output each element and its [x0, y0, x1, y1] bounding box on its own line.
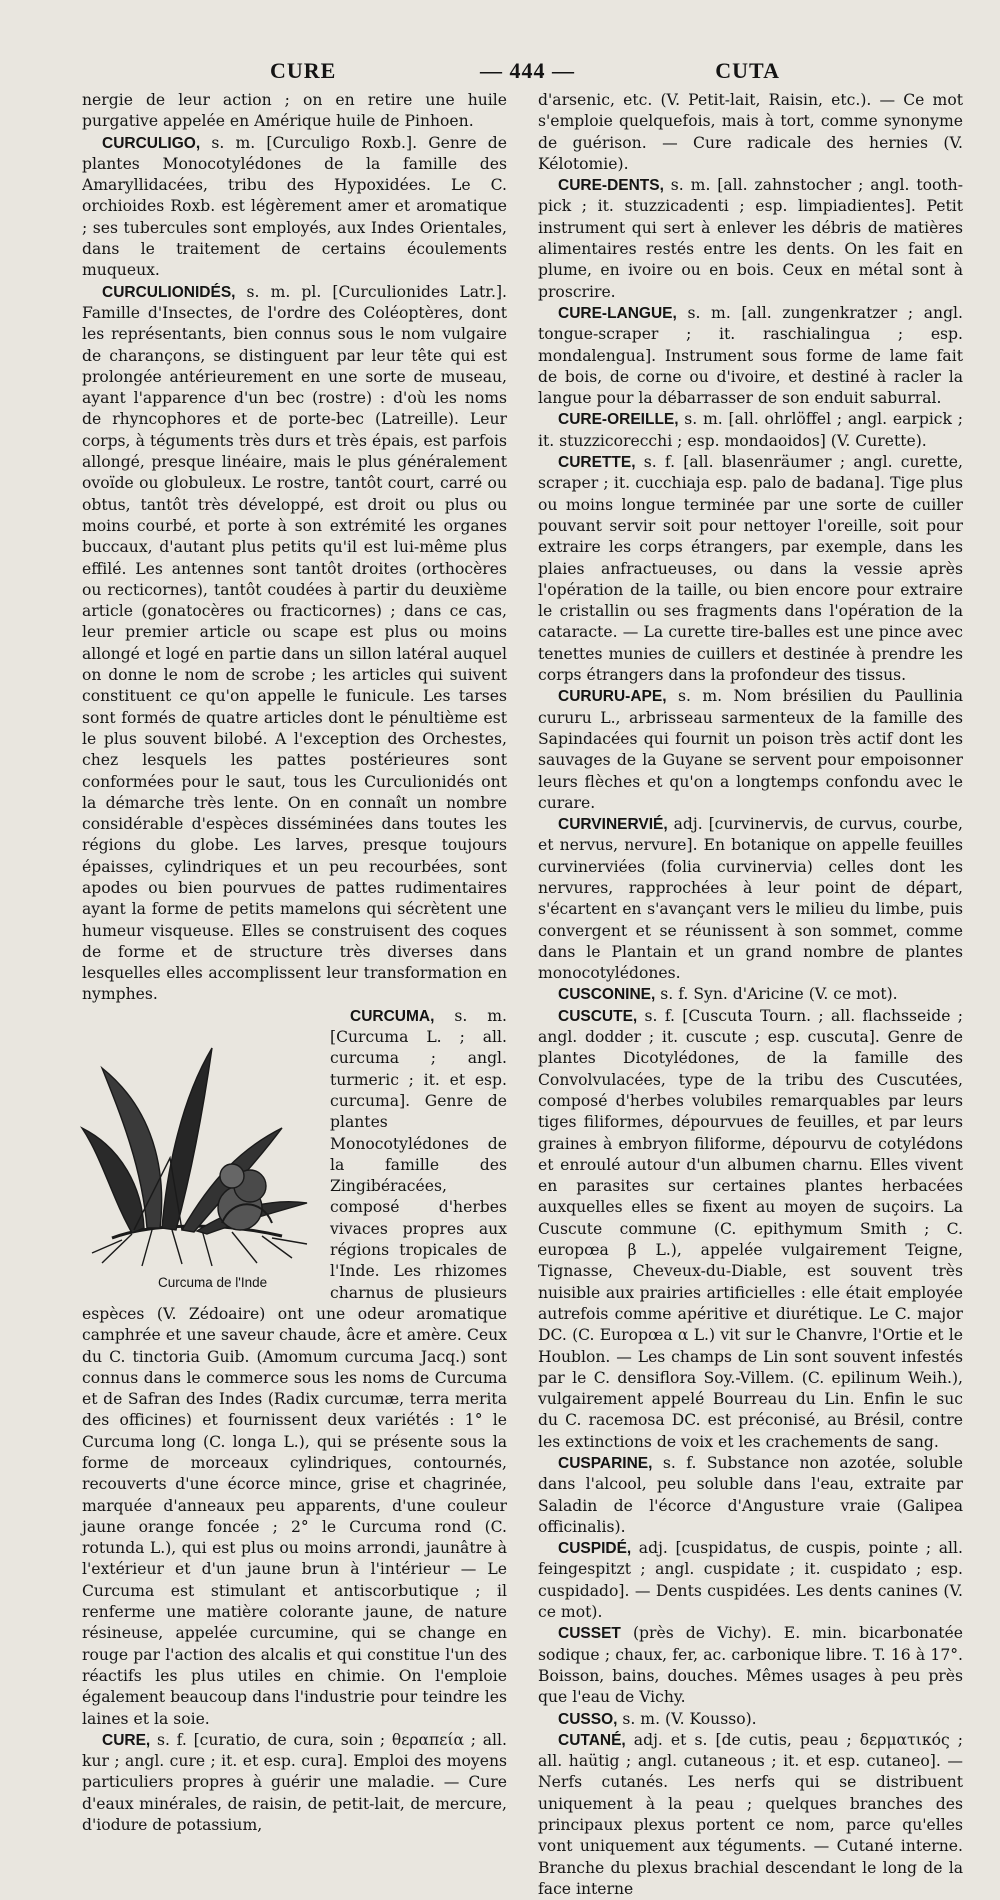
- headword: CURCUMA,: [350, 1007, 435, 1025]
- entry-cusparine: [538, 1453, 963, 1538]
- entry-body: s. f. [Cuscuta Tourn. ; all. flachsseide ; angl. dodder ; it. cuscute ; esp. cuscuta]. Genre de plantes Dicotylédones, de la famille des Convolvulacées, type de la tribu des Cuscutées, composé d'herbes volubiles remarquables par leurs tiges filiformes, dépourvues de feuilles, et par leurs graines à embryon filiforme, dépourvu de cotylédons et enroulé autour d'un albumen charnu. Elles vivent en parasites sur certaines plantes herbacées auxquelles elles se fixent au moyen de suçoirs. La Cuscute commune (C. epithymum Smith ; C. europœa β L.), appelée vulgairement Teigne, Tignasse, Cheveux-du-Diable, est souvent très nuisible aux prairies artificielles : elle était employée autrefois comme apéritive et diurétique. Le C. major DC. (C. Europœa α L.) vit sur le Chanvre, l'Ortie et le Houblon. — Les champs de Lin sont souvent infestés par le C. densiflora Soy.-Villem. (C. epilinum Weih.), vulgairement appelé Bourreau du Lin. Enfin le suc du C. racemosa DC. est préconisé, au Brésil, contre les extinctions de voix et les crachements de sang.: [538, 1006, 963, 1451]
- entry-body: s. m. pl. [Curculionides Latr.]. Famille d'Insectes, de l'ordre des Coléoptères, dont les représentants, bien connus sous le nom vulgaire de charançons, se distinguent par leur tête qui est prolongée antérieurement en une sorte de museau, ayant l'apparence d'un bec (rostre) : d'où les noms de rhyncophores et de porte-bec (Latreille). Leur corps, à téguments très durs et très épais, est parfois allongé, presque linéaire, mais le plus généralement ovoïde ou globuleux. Le rostre, tantôt court, carré ou obtus, tantôt très développé, est droit ou plus ou moins courbé, et porte à son extrémité les organes buccaux, d'autant plus petits qu'il est lui-même plus effilé. Les antennes sont tantôt droites (orthocères ou recticornes), tantôt coudées à partir du deuxième article (gonatocères ou fracticornes) ; dans ce cas, leur premier article ou scape est plus ou moins allongé et logé en partie dans un sillon latéral auquel on donne le nom de scrobe ; les articles qui suivent constituent ce qu'on appelle le funicule. Les tarses sont formés de quatre articles dont le pénultième est le plus souvent bilobé. A l'exception des Orchestes, chez lesquels les pattes postérieures sont conformées pour le saut, tous les Curculionidés ont la démarche très lente. On en connaît un nombre considérable d'espèces disséminées dans toutes les régions du globe. Les larves, presque toujours épaisses, cylindriques et un peu recourbées, sont apodes ou bien pourvues de pattes rudimentaires ayant la forme de petits mamelons qui sécrètent une humeur visqueuse. Elles se construisent des coques de forme et de structure très diverses dans lesquelles elles accomplissent leur transformation en nymphes.: [82, 282, 507, 1004]
- headword: CUSCUTE,: [558, 1007, 638, 1025]
- curcuma-illustration: [72, 1008, 322, 1298]
- entry-cusconine: [538, 984, 963, 1005]
- entry-cururu-ape: [538, 686, 963, 814]
- header-right-word: CUTA: [715, 58, 780, 83]
- entry-body: s. f. [curatio, de cura, soin ; θεραπεία ; all. kur ; angl. cure ; it. et esp. cura]. Emploi des moyens particuliers propres à guérir une maladie. — Cure d'eaux minérales, de raisin, de petit-lait, de mercure, d'iodure de potassium,: [82, 1730, 507, 1835]
- running-header: [60, 58, 940, 92]
- headword: CURE-LANGUE,: [558, 304, 677, 322]
- entry-body: adj. [cuspidatus, de cuspis, pointe ; all. feingespitzt ; angl. cuspidate ; it. cuspidato ; esp. cuspidado]. — Dents cuspidées. Les dents canines (V. ce mot).: [538, 1539, 963, 1622]
- entry-body: adj. [curvinervis, de curvus, courbe, et nervus, nervure]. En botanique on appelle feuilles curvinerviées (folia curvinervia) celles dont les nervures, rapprochées à leur point de départ, s'écartent en s'avançant vers le milieu du limbe, puis convergent et se réunissent à son sommet, comme dans le Plantain et un grand nombre de plantes monocotylédones.: [538, 815, 963, 983]
- entry-body: s. m. [all. zungenkratzer ; angl. tongue-scraper ; it. raschialingua ; esp. mondalengua]. Instrument sous forme de lame fait de bois, de corne ou d'ivoire, et destiné à racler la langue pour la débarrasser de son enduit saburral.: [538, 303, 963, 408]
- entry-body: adj. et s. [de cutis, peau ; δερματικός ; all. haütig ; angl. cutaneous ; it. et esp. cutaneo]. — Nerfs cutanés. Les nerfs qui se distribuent uniquement à la peau ; quelques branches des principaux plexus portent ce nom, parce qu'elles vont uniquement aux téguments. — Cutané interne. Branche du plexus brachial descendant le long de la face interne: [538, 1730, 963, 1898]
- figure-caption: Curcuma de l'Inde: [158, 1274, 268, 1290]
- entry-body: s. m. Nom brésilien du Paullinia cururu L., arbrisseau sarmenteux de la famille des Sapindacées qui fournit un poison très actif dont les sauvages de la Guyane se servent pour empoisonner leurs flèches et qu'on a longtemps confondu avec le curare.: [538, 687, 963, 812]
- entry-curette: [538, 452, 963, 686]
- header-left-word: CURE: [270, 58, 337, 83]
- entry-cusset: [538, 1623, 963, 1708]
- continued-text: d'arsenic, etc. (V. Petit-lait, Raisin, etc.). — Ce mot s'emploie quelquefois, mais à tort, comme synonyme de guérison. — Cure radicale des hernies (V. Kélotomie).: [538, 91, 963, 173]
- entry-cure-langue: [538, 303, 963, 409]
- headword: CURETTE,: [558, 454, 636, 472]
- entry-curcuma: [82, 1006, 507, 1730]
- entry-body: s. m. (V. Kousso).: [617, 1709, 757, 1728]
- headword: CURCULIONIDÉS,: [102, 283, 236, 301]
- headword: CURURU-APE,: [558, 688, 667, 706]
- entry-body: s. m. [Curcuma L. ; all. curcuma ; angl. turmeric ; it. et esp. curcuma]. Genre de plantes Monocotylédones de la famille des Zingibéracées, composé d'herbes vivaces propres aux régions tropicales de l'Inde. Les rhizomes charnus de plusieurs espèces (V. Zédoaire) ont une odeur aromatique camphrée et une saveur chaude, âcre et amère. Ceux du C. tinctoria Guib. (Amomum curcuma Jacq.) sont connus dans le commerce sous les noms de Curcuma et de Safran des Indes (Radix curcumæ, terra merita des officines) et fournissent deux variétés : 1° le Curcuma long (C. longa L.), qui se présente sous la forme de morceaux cylindriques, contournés, recouverts d'une écorce mince, grise et chagrinée, marquée d'anneaux peu apparents, d'une couleur jaune orange foncée ; 2° le Curcuma rond (C. rotunda L.), qui est plus ou moins arrondi, jaunâtre à l'extérieur et d'un jaune brun à l'intérieur — Le Curcuma est stimulant et antiscorbutique ; il renferme une matière colorante jaune, de nature résineuse, appelée curcumine, qui se change en rouge par l'action des alcalis et qui constitue l'un des réactifs les plus utiles en chimie. On l'emploie également beaucoup dans l'industrie pour teindre les laines et la soie.: [82, 1006, 507, 1728]
- entry-body: s. m. [Curculigo Roxb.]. Genre de plantes Monocotylédones de la famille des Amaryllidacées, tribu des Hypoxidées. Le C. orchioides Roxb. est légèrement amer et aromatique ; ses tubercules sont employés, aux Indes Orientales, dans le traitement de certains écoulements muqueux.: [82, 133, 507, 280]
- entry-cuspide: [538, 1538, 963, 1623]
- right-column: [538, 90, 963, 1900]
- headword: CUSCONINE,: [558, 986, 656, 1004]
- headword: CURE,: [102, 1731, 151, 1749]
- page-number: — 444 —: [480, 58, 575, 83]
- headword: CUTANÉ,: [558, 1731, 626, 1749]
- entry-cutane: [538, 1730, 963, 1900]
- entry-curculionides: [82, 282, 507, 1006]
- entry-cusso: [538, 1709, 963, 1730]
- entry-cure: [82, 1730, 507, 1836]
- entry-cuscute: [538, 1006, 963, 1453]
- headword: CUSPIDÉ,: [558, 1540, 632, 1558]
- headword: CURE-OREILLE,: [558, 411, 679, 429]
- entry-cure-dents: [538, 175, 963, 303]
- continued-text: nergie de leur action ; on en retire une huile purgative appelée en Amérique huile de Pinhoen.: [82, 91, 507, 131]
- headword: CURVINERVIÉ,: [558, 816, 668, 834]
- entry-body: s. f. Substance non azotée, soluble dans l'alcool, peu soluble dans l'eau, extraite par Saladin de l'écorce d'Angusture vraie (Galipea officinalis).: [538, 1454, 963, 1536]
- headword: CUSPARINE,: [558, 1455, 653, 1472]
- entry-body: s. f. [all. blasenräumer ; angl. curette, scraper ; it. cucchiaja esp. palo de badana]. Tige plus ou moins longue terminée par une sorte de cuiller pouvant servir soit pour nettoyer l'oreille, soit pour extraire les corps étrangers, par exemple, dans les plaies anfractueuses, ou dans la vessie après l'opération de la taille, ou bien encore pour extraire le cristallin ou ses fragments dans l'opération de la cataracte. — La curette tire-balles est une pince avec tenettes munies de cuillers et destinée à prendre les corps étrangers dans la profondeur des tissus.: [538, 453, 963, 685]
- headword: CURE-DENTS,: [558, 177, 664, 195]
- entry-body: s. f. Syn. d'Aricine (V. ce mot).: [655, 985, 898, 1004]
- headword: CURCULIGO,: [102, 134, 201, 152]
- entry-curculigo: [82, 133, 507, 282]
- entry-body: s. m. [all. ohrlöffel ; angl. earpick ; it. stuzzicorecchi ; esp. mondaoidos] (V. Curette).: [538, 410, 963, 450]
- curcuma-plant-image: [72, 1008, 322, 1270]
- entry-body: s. m. [all. zahnstocher ; angl. tooth-pick ; it. stuzzicadenti ; esp. limpiadientes]. Petit instrument qui sert à enlever les débris de matières alimentaires restés entre les dents. On les fait en plume, en ivoire ou en bois. Ceux en métal sont à proscrire.: [538, 176, 963, 301]
- entry-curvinervie: [538, 814, 963, 984]
- entry-cure-oreille: [538, 409, 963, 452]
- headword: CUSSET: [558, 1625, 621, 1643]
- left-column: [82, 90, 507, 1836]
- headword: CUSSO,: [558, 1710, 618, 1728]
- entry-body: (près de Vichy). E. min. bicarbonatée sodique ; chaux, fer, ac. carbonique libre. T. 16 à 17°. Boisson, bains, douches. Mêmes usages à peu près que l'eau de Vichy.: [538, 1624, 963, 1707]
